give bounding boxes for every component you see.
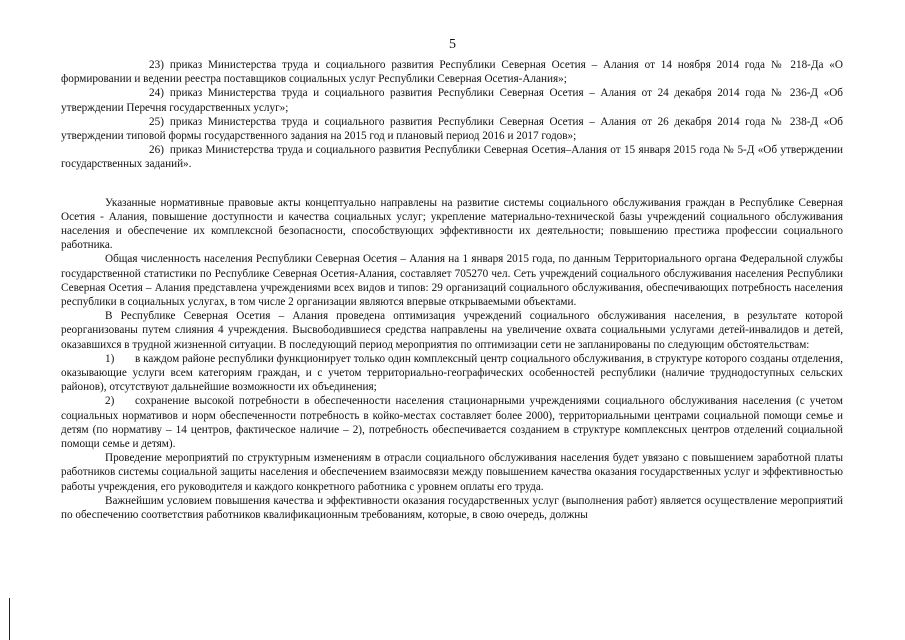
paragraph-legal-acts: Указанные нормативные правовые акты концептуально направлены на развитие системы социального обслуживания граждан в Республике Северная Осетия - Алания, повышение доступности и качества социальных услуг; укрепление материально-технической базы учреждений социального обслуживания населения и обеспечение их комплексной безопасности, способствующих эффективности их деятельности; повышению престижа профессии социального работника. bbox=[61, 196, 843, 252]
order-text: приказ Министерства труда и социального развития Республики Северная Осетия – Алания от 26 декабря 2014 года № 238-Д «Об утверждении типовой формы государственного задания на 2015 год и плановый период 2016 и 2017 годов»; bbox=[61, 115, 843, 143]
condition-item-2 bbox=[61, 394, 843, 451]
condition-item-1 bbox=[61, 352, 843, 395]
order-text: приказ Министерства труда и социального развития Республики Северная Осетия – Алания от 14 ноября 2014 года № 218-Да «О формировании и ведении реестра поставщиков социальных услуг Республики Северная Осетия-Алания»; bbox=[61, 59, 843, 86]
condition-number: 1) bbox=[105, 352, 115, 365]
paragraph-quality: Важнейшим условием повышения качества и эффективности оказания государственных услуг (выполнения работ) является осуществление мероприятий по обеспечению соответствия работников квалификационным требованиям, которые, в свою очередь, должны bbox=[61, 494, 843, 522]
order-number: 23) bbox=[149, 59, 164, 71]
order-item-23 bbox=[61, 58, 843, 86]
document-body bbox=[61, 58, 843, 522]
order-text: приказ Министерства труда и социального развития Республики Северная Осетия – Алания от 24 декабря 2014 года № 236-Д «Об утверждении Перечня государственных услуг»; bbox=[61, 87, 843, 114]
order-item-26 bbox=[61, 143, 843, 171]
order-text: приказ Министерства труда и социального развития Республики Северная Осетия–Алания от 15 января 2015 года № 5-Д «Об утверждении государственных заданий». bbox=[61, 144, 843, 171]
section-gap bbox=[61, 172, 843, 196]
paragraph-optimization: В Республике Северная Осетия – Алания проведена оптимизация учреждений социального обслуживания населения, в результате которой реорганизованы путем слияния 4 учреждения. Высвободившиеся средства направлены на увеличение охвата социальными услугами детей-инвалидов и детей, оказавшихся в трудной жизненной ситуации. В последующий период мероприятия по оптимизации сети не запланированы по следующим обстоятельствам: bbox=[61, 310, 843, 351]
condition-number: 2) bbox=[105, 395, 115, 408]
scan-margin-line bbox=[9, 598, 10, 640]
page-number: 5 bbox=[449, 37, 456, 52]
order-item-25 bbox=[61, 115, 843, 143]
condition-text: в каждом районе республики функционирует только один комплексный центр социального обслуживания, в структуре которого созданы отделения, оказывающие услуги всем категориям граждан, и с учетом территориально-географических особенностей республики (наличие труднодоступных сельских районов), отсутствуют дальнейшие возможности их объединения; bbox=[61, 352, 843, 394]
paragraph-population: Общая численность населения Республики Северная Осетия – Алания на 1 января 2015 года, по данным Территориального органа Федеральной службы государственной статистики по Республике Северная Осетия-Алания, составляет 705270 чел. Сеть учреждений социального обслуживания населения Республики Северная Осетия – Алания представлена учреждениями всех видов и типов: 29 организаций социального обслуживания, обеспечивающих потребность населения республики в социальных услугах, в том числе 2 организации являются впервые открываемыми объектами. bbox=[61, 253, 843, 309]
order-number: 26) bbox=[149, 144, 164, 157]
order-number: 25) bbox=[149, 115, 164, 128]
condition-text: сохранение высокой потребности в обеспеченности населения стационарными учреждениями социального обслуживания населения (с учетом социальных нормативов и норм обеспеченности потребность в койко-местах составляет более 2000), территориальными центрами социальной помощи семье и детям (по нормативу – 14 центров, фактическое наличие – 2), потребность обеспечивается созданием в структуре комплексных центров отделений социальной помощи семье и детям). bbox=[61, 395, 843, 451]
order-number: 24) bbox=[149, 87, 164, 100]
paragraph-salary: Проведение мероприятий по структурным изменениям в отрасли социального обслуживания населения будет увязано с повышением заработной платы работников системы социальной защиты населения и обеспечением взаимосвязи между повышением качества оказания государственных услуг и эффективностью работы учреждения, его руководителя и каждого конкретного работника с уровнем оплаты его труда. bbox=[61, 452, 843, 493]
order-item-24 bbox=[61, 86, 843, 114]
